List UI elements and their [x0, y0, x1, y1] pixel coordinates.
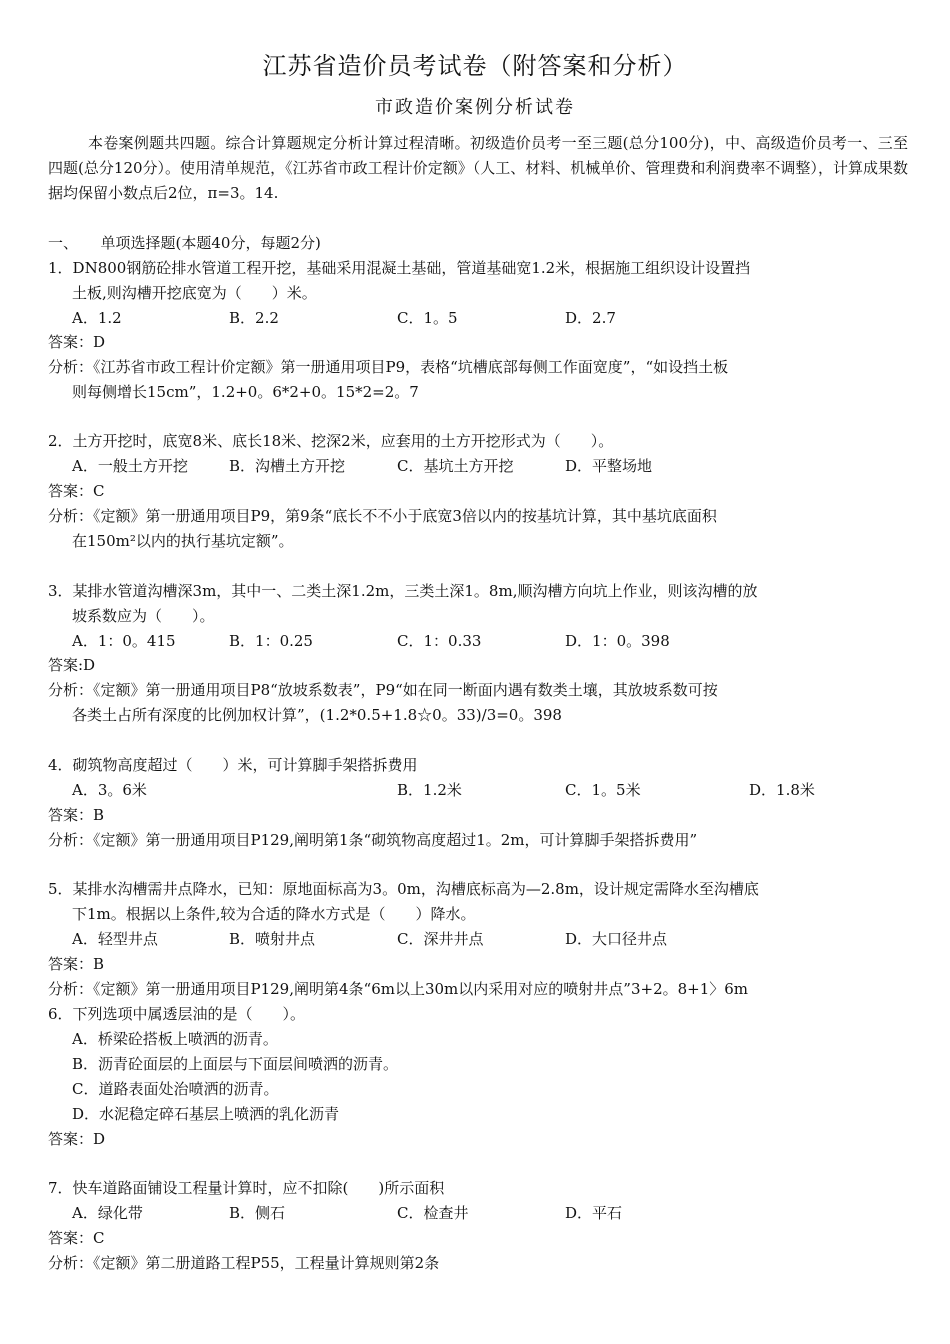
q7-analysis: 分析：《定额》第二册道路工程P55，工程量计算规则第2条	[48, 1254, 440, 1272]
q6-option-a: A．桥梁砼搭板上喷洒的沥青。	[72, 1030, 278, 1048]
q4-option-c: C．1。5米	[565, 781, 641, 799]
q7-answer: 答案：C	[48, 1229, 105, 1247]
q2-option-c: C．基坑土方开挖	[397, 457, 514, 475]
q7-option-d: D．平石	[565, 1204, 623, 1222]
q2-option-a: A．一般土方开挖	[72, 457, 188, 475]
q1-option-c: C．1。5	[397, 309, 458, 327]
q7-option-a: A．绿化带	[72, 1204, 143, 1222]
q5-option-d: D．大口径井点	[565, 930, 668, 948]
q4-option-b: B．1.2米	[397, 781, 462, 799]
page-subtitle: 市政造价案例分析试卷	[375, 97, 575, 118]
question-3-text-cont: 坡系数应为（ ）。	[72, 607, 215, 625]
q5-analysis: 分析：《定额》第一册通用项目P129,阐明第4条“6m以上30m以内采用对应的喷射井点”3+2。8+1〉6m	[48, 980, 749, 998]
q6-option-b: B．沥青砼面层的上面层与下面层间喷洒的沥青。	[72, 1055, 399, 1073]
q1-answer: 答案：D	[48, 333, 106, 351]
question-1-text: 1．DN800钢筋砼排水管道工程开挖，基础采用混凝土基础，管道基础宽1.2米，根据施工组织设计设置挡	[48, 259, 751, 277]
q1-option-a: A．1.2	[72, 309, 122, 327]
question-6-text: 6．下列选项中属透层油的是（ ）。	[48, 1005, 306, 1023]
q7-option-b: B．侧石	[229, 1204, 286, 1222]
q6-option-d: D．水泥稳定碎石基层上喷洒的乳化沥青	[72, 1105, 340, 1123]
q6-answer: 答案：D	[48, 1130, 106, 1148]
q3-answer: 答案:D	[48, 656, 96, 674]
q3-option-a: A．1：0。415	[72, 632, 176, 650]
q1-option-d: D．2.7	[565, 309, 616, 327]
q5-answer: 答案：B	[48, 955, 105, 973]
q4-option-d: D．1.8米	[749, 781, 815, 799]
q2-answer: 答案：C	[48, 482, 105, 500]
q2-option-b: B．沟槽土方开挖	[229, 457, 346, 475]
q3-option-c: C．1：0.33	[397, 632, 482, 650]
q4-answer: 答案：B	[48, 806, 105, 824]
q2-option-d: D．平整场地	[565, 457, 653, 475]
q5-option-c: C．深井井点	[397, 930, 484, 948]
q1-analysis: 分析：《江苏省市政工程计价定额》第一册通用项目P9，表格“坑槽底部每侧工作面宽度”，“如设挡土板	[48, 358, 729, 376]
q7-option-c: C．检查井	[397, 1204, 469, 1222]
question-5-text: 5．某排水沟槽需井点降水，已知：原地面标高为3。0m，沟槽底标高为—2.8m，设计规定需降水至沟槽底	[48, 880, 759, 898]
question-2-text: 2．土方开挖时，底宽8米、底长18米、挖深2米，应套用的土方开挖形式为（ ）。	[48, 432, 614, 450]
q1-analysis-cont: 则每侧增长15cm”，1.2+0。6*2+0。15*2=2。7	[72, 383, 419, 401]
q2-analysis: 分析：《定额》第一册通用项目P9，第9条“底长不不小于底宽3倍以内的按基坑计算，其中基坑底面积	[48, 507, 717, 525]
q4-analysis: 分析：《定额》第一册通用项目P129,阐明第1条“砌筑物高度超过1。2m，可计算脚手架搭拆费用”	[48, 831, 698, 849]
q4-option-a: A．3。6米	[72, 781, 147, 799]
q5-option-a: A．轻型井点	[72, 930, 158, 948]
page-title: 江苏省造价员考试卷（附答案和分析）	[262, 52, 688, 80]
q5-option-b: B．喷射井点	[229, 930, 316, 948]
question-7-text: 7．快车道路面铺设工程量计算时，应不扣除( )所示面积	[48, 1179, 445, 1197]
q1-option-b: B．2.2	[229, 309, 279, 327]
q3-option-b: B．1：0.25	[229, 632, 313, 650]
question-1-text-cont: 土板,则沟槽开挖底宽为（ ）米。	[72, 284, 317, 302]
q3-analysis: 分析：《定额》第一册通用项目P8“放坡系数表”，P9“如在同一断面内遇有数类土壤，其放坡系数可按	[48, 681, 718, 699]
question-3-text: 3．某排水管道沟槽深3m，其中一、二类土深1.2m，三类土深1。8m,顺沟槽方向坑上作业，则该沟槽的放	[48, 582, 758, 600]
intro-paragraph: 本卷案例题共四题。综合计算题规定分析计算过程清晰。初级造价员考一至三题(总分100分)，中、高级造价员考一、三至四题(总分120分）。使用清单规范，《江苏省市政工程计价定额》（人工、材料、机械单价、管理费和利润费率不调整），计算成果数据均保留小数点后2位，π=3。14.	[48, 134, 908, 202]
question-4-text: 4．砌筑物高度超过（ ）米，可计算脚手架搭拆费用	[48, 756, 418, 774]
q6-option-c: C．道路表面处治喷洒的沥青。	[72, 1080, 279, 1098]
q2-analysis-cont: 在150m²以内的执行基坑定额”。	[72, 532, 294, 550]
q3-option-d: D．1：0。398	[565, 632, 670, 650]
q3-analysis-cont: 各类土占所有深度的比例加权计算”，(1.2*0.5+1.8☆0。33)/3=0。398	[72, 706, 562, 724]
section-heading: 一、 单项选择题(本题40分，每题2分)	[48, 234, 321, 252]
question-5-text-cont: 下1m。根据以上条件,较为合适的降水方式是（ ）降水。	[72, 905, 476, 923]
